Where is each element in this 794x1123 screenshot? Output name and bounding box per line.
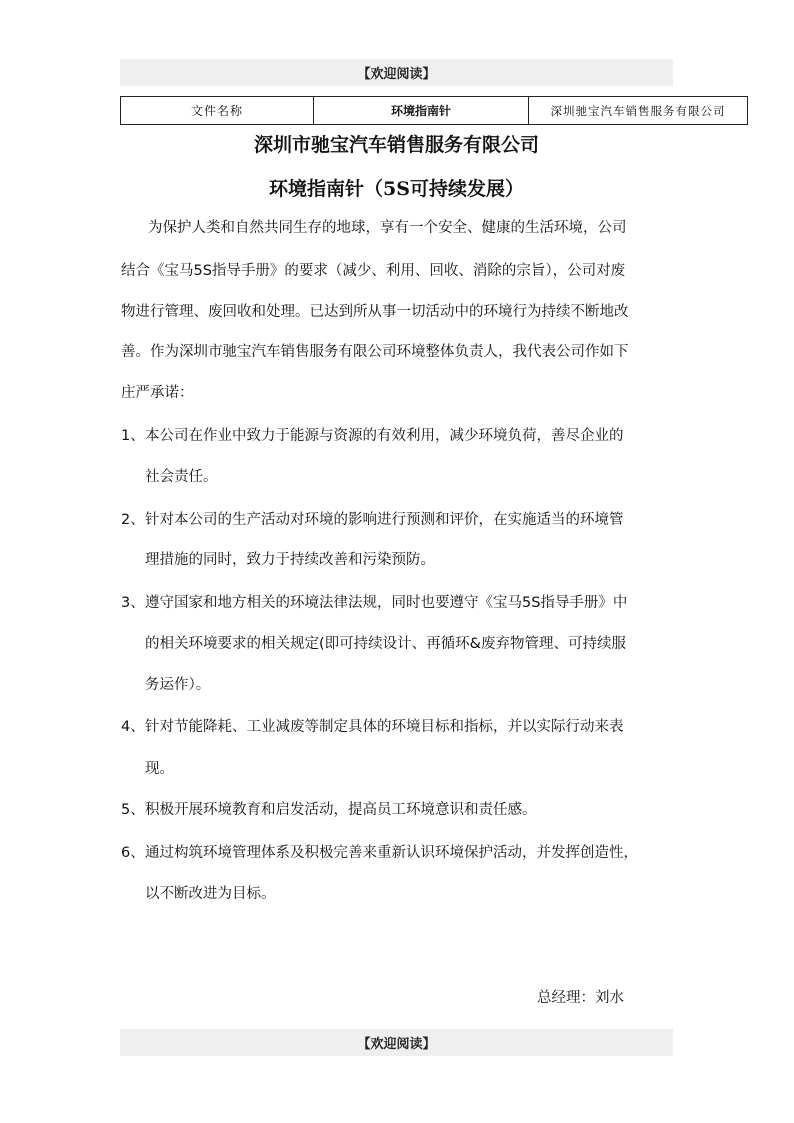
list-item-text: 现。 [145, 761, 174, 777]
intro-line: 庄严承诺： [121, 385, 194, 401]
document-title: 环境指南针（5S可持续发展） [269, 178, 524, 200]
signature: 总经理：刘水 [537, 990, 624, 1006]
list-item-number: 6、 [121, 845, 145, 861]
list-item-number: 1、 [121, 428, 145, 444]
list-item-text: 通过构筑环境管理体系及积极完善来重新认识环境保护活动，并发挥创造性， [145, 845, 638, 861]
list-item-text: 本公司在作业中致力于能源与资源的有效利用，减少环境负荷，善尽企业的 [145, 428, 624, 444]
welcome-banner-bottom: 【欢迎阅读】 [120, 1029, 673, 1056]
company-title: 深圳市驰宝汽车销售服务有限公司 [253, 134, 539, 156]
list-item-number: 4、 [121, 719, 145, 735]
list-item-text: 的相关环境要求的相关规定(即可持续设计、再循环&废弃物管理、可持续服 [145, 636, 626, 652]
intro-line: 善。作为深圳市驰宝汽车销售服务有限公司环境整体负责人，我代表公司作如下 [121, 344, 629, 360]
welcome-banner-top: 【欢迎阅读】 [120, 59, 673, 86]
list-item-text: 理措施的同时，致力于持续改善和污染预防。 [145, 552, 435, 568]
list-item-text: 以不断改进为目标。 [145, 886, 276, 902]
list-item-text: 社会责任。 [145, 469, 218, 485]
document-info-row [121, 97, 748, 125]
company-name-cell: 深圳驰宝汽车销售服务有限公司 [529, 97, 748, 125]
document-info-table [120, 96, 748, 125]
intro-line: 结合《宝马5S指导手册》的要求（减少、利用、回收、消除的宗旨），公司对废 [121, 263, 626, 279]
list-item-text: 务运作）。 [145, 677, 211, 693]
list-item-text: 积极开展环境教育和启发活动，提高员工环境意识和责任感。 [145, 802, 537, 818]
list-item-text: 遵守国家和地方相关的环境法律法规，同时也要遵守《宝马5S指导手册》中 [145, 595, 628, 611]
file-name-value: 环境指南针 [314, 97, 529, 125]
file-name-label: 文件名称 [121, 97, 314, 125]
list-item-text: 针对节能降耗、工业减废等制定具体的环境目标和指标，并以实际行动来表 [145, 719, 624, 735]
intro-line: 为保护人类和自然共同生存的地球，享有一个安全、健康的生活环境，公司 [148, 220, 627, 236]
list-item-number: 2、 [121, 512, 145, 528]
list-item-text: 针对本公司的生产活动对环境的影响进行预测和评价，在实施适当的环境管 [145, 512, 624, 528]
list-item-number: 5、 [121, 802, 145, 818]
intro-line: 物进行管理、废回收和处理。已达到所从事一切活动中的环境行为持续不断地改 [121, 304, 629, 320]
list-item-number: 3、 [121, 595, 145, 611]
